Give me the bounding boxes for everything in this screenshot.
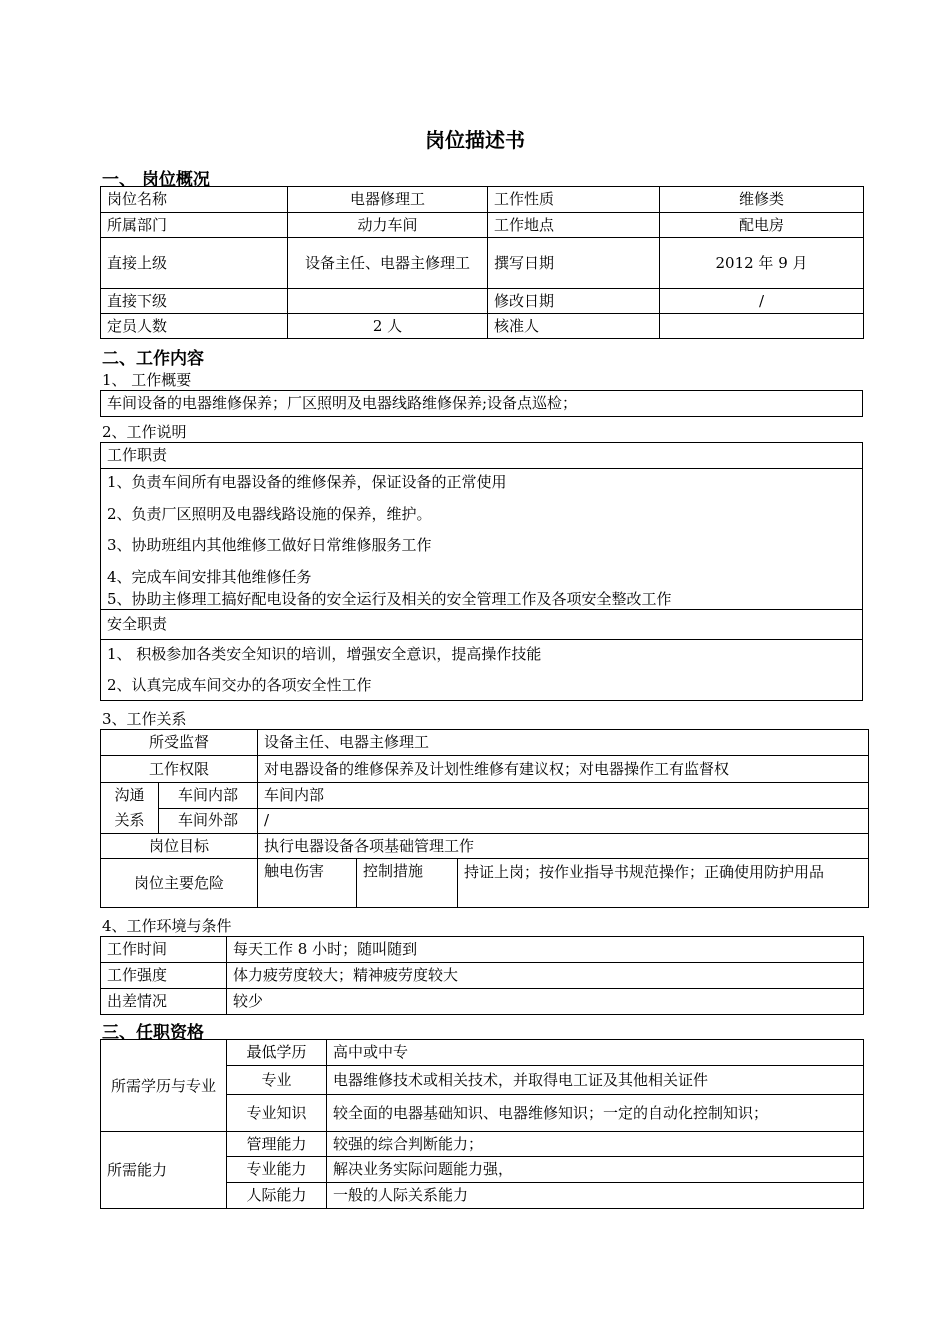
label-cell: 工作强度 <box>101 963 227 989</box>
group-label-cell: 所需学历与专业 <box>101 1040 227 1132</box>
section-1-heading: 一、 岗位概况 <box>102 170 210 190</box>
environment-table <box>100 936 864 1015</box>
comm-label-line: 关系 <box>114 811 145 829</box>
relations-table <box>100 729 869 908</box>
value-cell: 较强的综合判断能力； <box>327 1132 864 1157</box>
value-cell: 执行电器设备各项基础管理工作 <box>258 834 869 859</box>
environment-label: 4、工作环境与条件 <box>102 917 232 935</box>
value-cell: 2012 年 9 月 <box>660 238 864 289</box>
comm-label-cell <box>101 783 159 834</box>
overview-box <box>100 390 863 417</box>
overview-label: 1、 工作概要 <box>102 371 192 389</box>
label-cell: 车间内部 <box>159 783 258 809</box>
list-item: 4、完成车间安排其他维修任务 <box>107 568 312 586</box>
list-item: 1、负责车间所有电器设备的维修保养，保证设备的正常使用 <box>107 473 507 491</box>
value-cell: 动力车间 <box>288 213 488 238</box>
label-cell: 管理能力 <box>227 1132 327 1157</box>
value-cell <box>660 314 864 339</box>
label-cell: 岗位目标 <box>101 834 258 859</box>
label-cell: 岗位主要危险 <box>101 859 258 908</box>
label-cell: 所受监督 <box>101 730 258 756</box>
table-row <box>101 730 869 756</box>
label-cell: 工作性质 <box>488 187 660 213</box>
table-row <box>101 187 864 213</box>
label-cell: 最低学历 <box>227 1040 327 1066</box>
label-cell: 车间外部 <box>159 808 258 834</box>
label-cell: 专业知识 <box>227 1095 327 1132</box>
document-title: 岗位描述书 <box>425 128 525 152</box>
label-cell: 工作权限 <box>101 756 258 783</box>
table-row <box>101 963 864 989</box>
label-cell: 所属部门 <box>101 213 288 238</box>
table-row <box>101 1132 864 1157</box>
label-cell: 工作时间 <box>101 937 227 963</box>
overview-text: 车间设备的电器维修保养；厂区照明及电器线路维修保养;设备点巡检； <box>101 391 863 417</box>
value-cell: 解决业务实际问题能力强， <box>327 1157 864 1183</box>
label-cell: 撰写日期 <box>488 238 660 289</box>
value-cell <box>288 289 488 314</box>
value-cell: 每天工作 8 小时；随叫随到 <box>227 937 864 963</box>
label-cell: 专业能力 <box>227 1157 327 1183</box>
table-row <box>101 213 864 238</box>
value-cell: 一般的人际关系能力 <box>327 1183 864 1209</box>
label-cell: 直接下级 <box>101 289 288 314</box>
value-cell: 较少 <box>227 989 864 1015</box>
value-cell: 2 人 <box>288 314 488 339</box>
value-cell: 对电器设备的维修保养及计划性维修有建议权；对电器操作工有监督权 <box>258 756 869 783</box>
table-row <box>101 859 869 908</box>
table-row <box>101 937 864 963</box>
label-cell: 定员人数 <box>101 314 288 339</box>
safety-cell <box>101 640 863 701</box>
value-cell: 车间内部 <box>258 783 869 809</box>
value-cell: 电器维修技术或相关技术，并取得电工证及其他相关证件 <box>327 1066 864 1095</box>
value-cell: 体力疲劳度较大；精神疲劳度较大 <box>227 963 864 989</box>
safety-header: 安全职责 <box>101 610 863 640</box>
table-row <box>101 783 869 809</box>
qualification-table <box>100 1039 864 1209</box>
section-2-heading: 二、工作内容 <box>102 349 204 369</box>
label-cell: 直接上级 <box>101 238 288 289</box>
value-cell: / <box>660 289 864 314</box>
list-item: 2、负责厂区照明及电器线路设施的保养，维护。 <box>107 505 432 523</box>
table-row <box>101 238 864 289</box>
label-cell: 工作地点 <box>488 213 660 238</box>
duties-cell <box>101 469 863 610</box>
label-cell: 岗位名称 <box>101 187 288 213</box>
label-cell: 出差情况 <box>101 989 227 1015</box>
label-cell: 控制措施 <box>357 859 458 908</box>
value-cell: 触电伤害 <box>258 859 357 908</box>
value-cell: 电器修理工 <box>288 187 488 213</box>
label-cell: 专业 <box>227 1066 327 1095</box>
list-item: 2、认真完成车间交办的各项安全性工作 <box>107 676 372 694</box>
value-cell: 设备主任、电器主修理工 <box>258 730 869 756</box>
value-cell: 设备主任、电器主修理工 <box>288 238 488 289</box>
value-cell: 配电房 <box>660 213 864 238</box>
table-row <box>101 289 864 314</box>
group-label-cell: 所需能力 <box>101 1132 227 1209</box>
table-row <box>101 1040 864 1066</box>
value-cell: 持证上岗；按作业指导书规范操作；正确使用防护用品 <box>458 859 869 908</box>
description-label: 2、工作说明 <box>102 423 187 441</box>
value-cell: 较全面的电器基础知识、电器维修知识；一定的自动化控制知识； <box>327 1095 864 1132</box>
list-item: 1、 积极参加各类安全知识的培训，增强安全意识，提高操作技能 <box>107 645 542 663</box>
label-cell: 修改日期 <box>488 289 660 314</box>
table-row <box>101 756 869 783</box>
list-item: 5、协助主修理工搞好配电设备的安全运行及相关的安全管理工作及各项安全整改工作 <box>107 590 672 608</box>
label-cell: 核准人 <box>488 314 660 339</box>
section-3-heading: 三、任职资格 <box>102 1023 204 1043</box>
list-item: 3、协助班组内其他维修工做好日常维修服务工作 <box>107 536 432 554</box>
value-cell: 维修类 <box>660 187 864 213</box>
value-cell: / <box>258 808 869 834</box>
relations-label: 3、工作关系 <box>102 710 187 728</box>
duties-header: 工作职责 <box>101 443 863 469</box>
table-row <box>101 808 869 834</box>
table-row <box>101 989 864 1015</box>
value-cell: 高中或中专 <box>327 1040 864 1066</box>
overview-table <box>100 186 864 339</box>
duties-table <box>100 442 863 701</box>
comm-label-line: 沟通 <box>114 786 145 804</box>
label-cell: 人际能力 <box>227 1183 327 1209</box>
table-row <box>101 834 869 859</box>
table-row <box>101 314 864 339</box>
